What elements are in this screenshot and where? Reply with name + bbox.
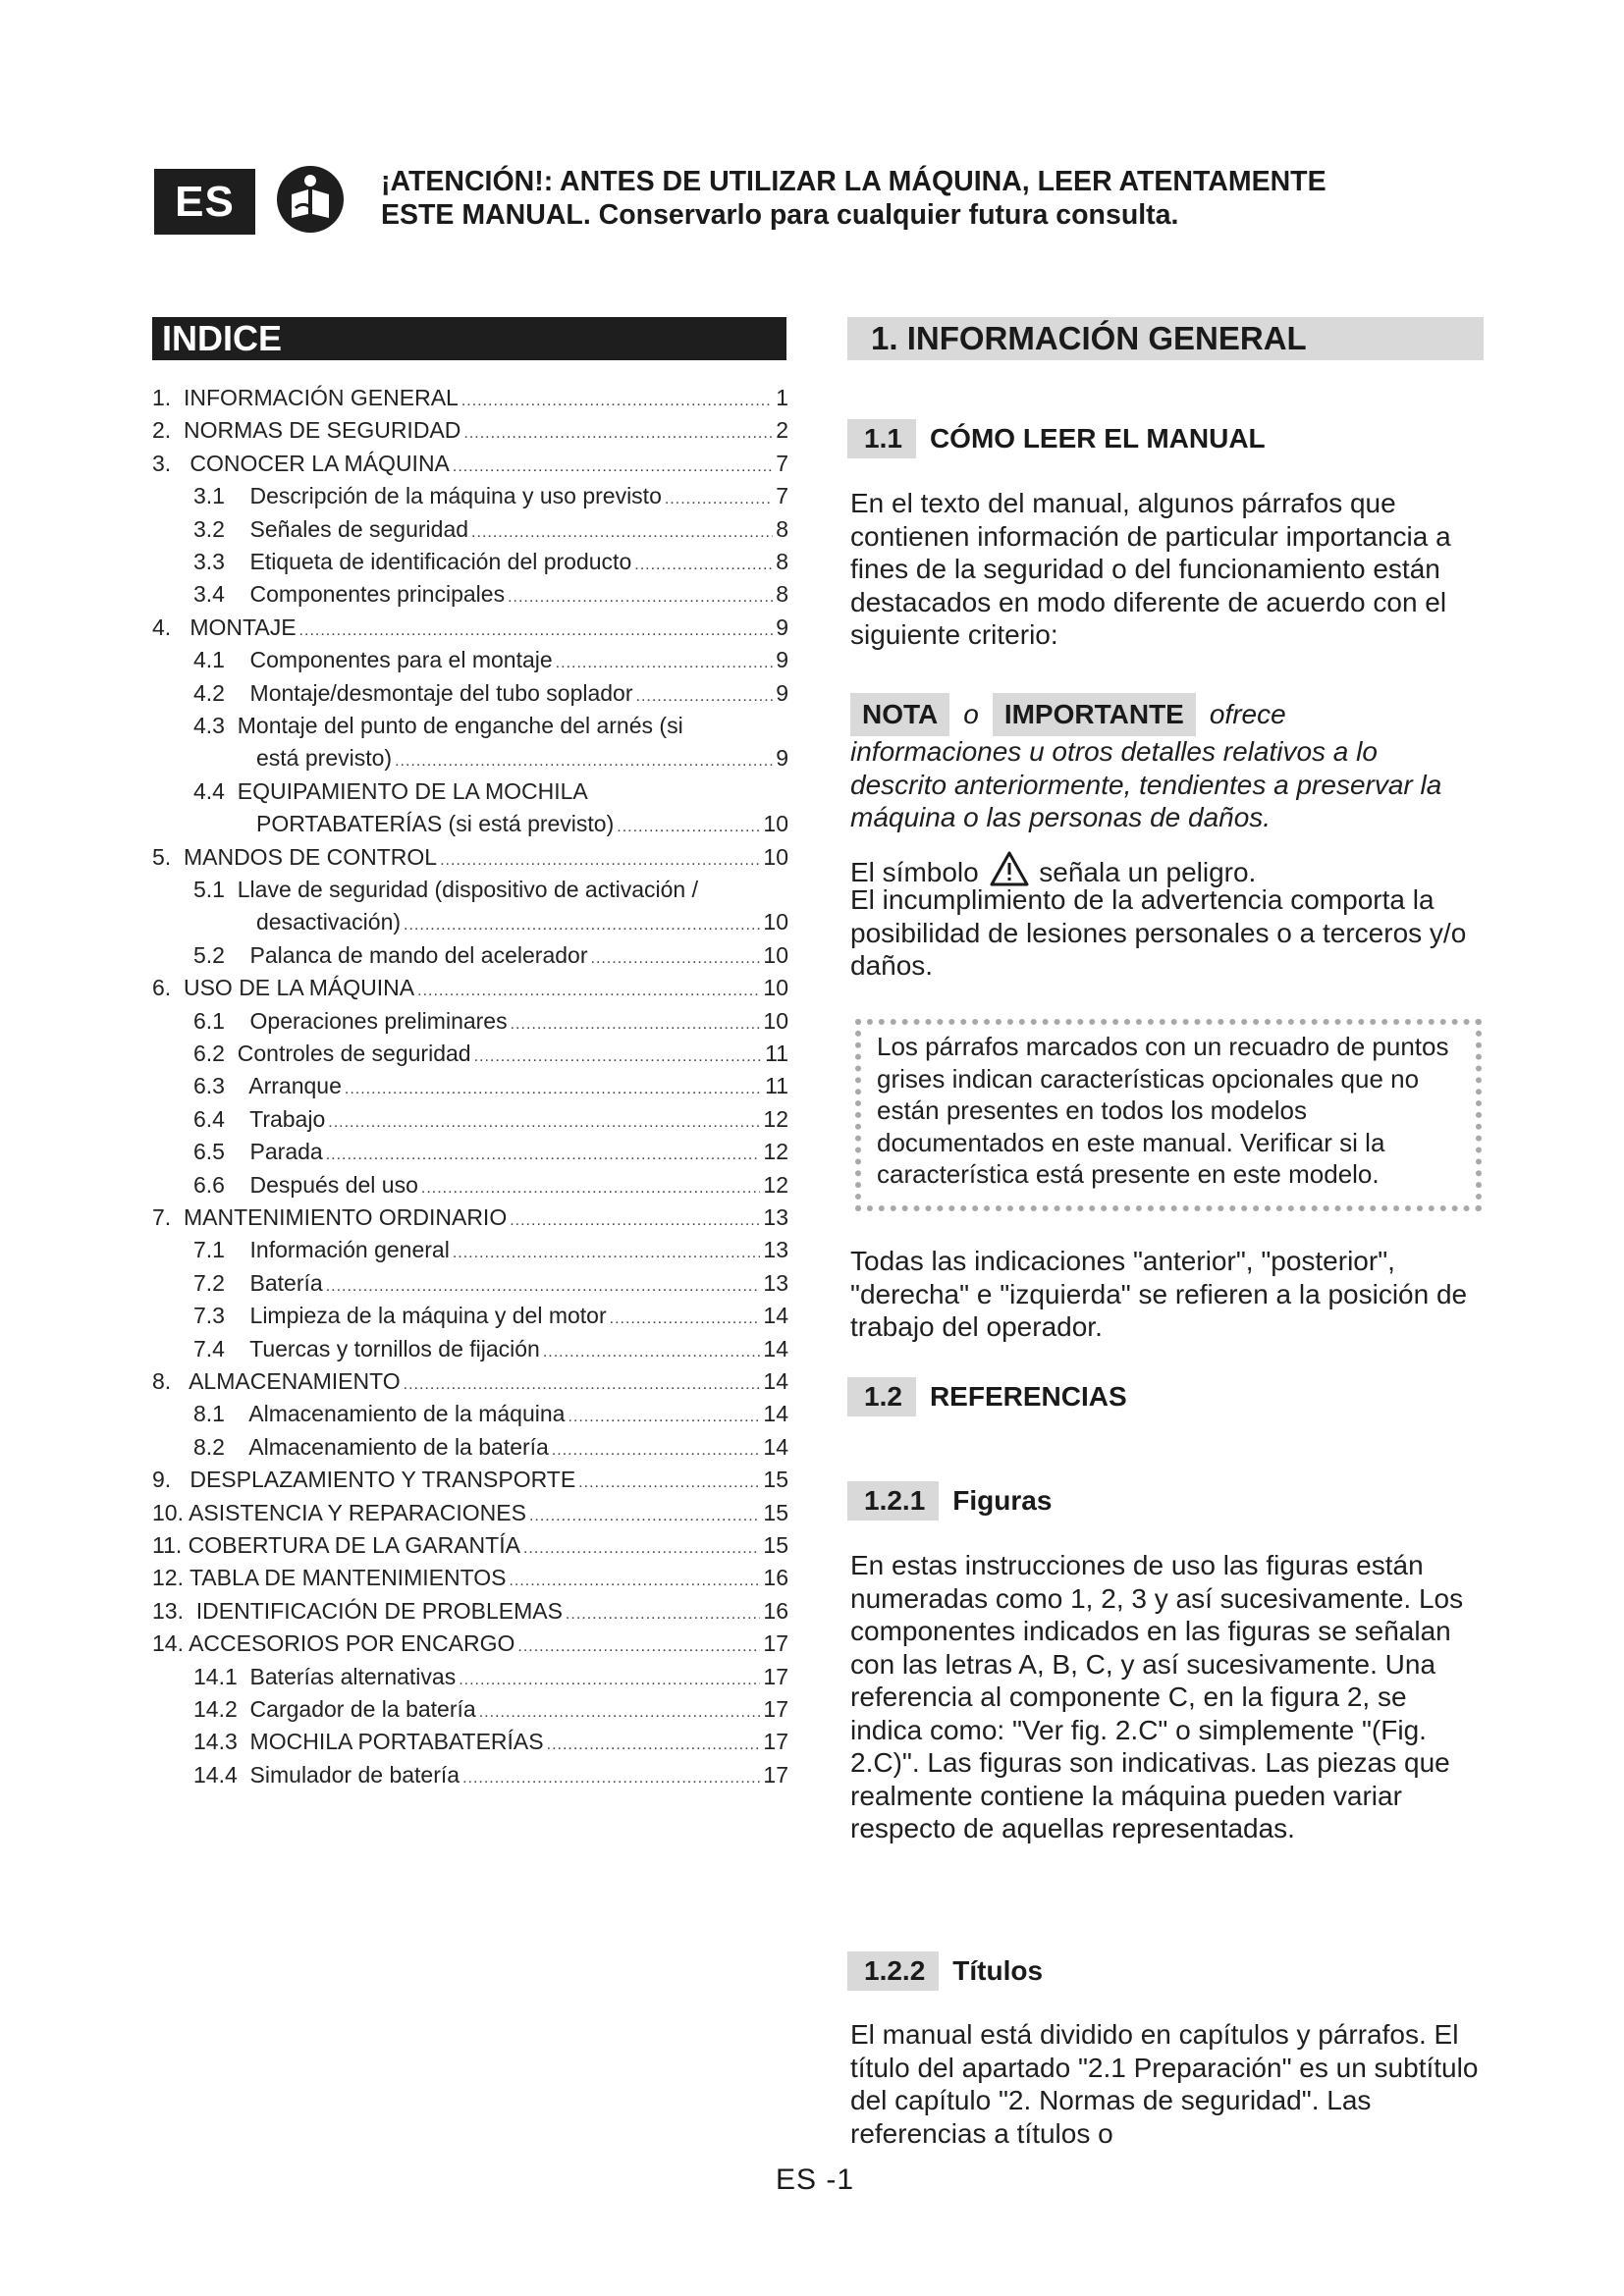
toc-page-number: 14 bbox=[763, 1401, 788, 1427]
toc-entry[interactable] bbox=[193, 1234, 788, 1265]
toc-entry[interactable] bbox=[193, 1169, 788, 1201]
toc-entry-title: 5.2 Palanca de mando del acelerador bbox=[193, 941, 588, 968]
warning-triangle-icon bbox=[989, 850, 1030, 887]
toc-leader-dots bbox=[474, 1041, 763, 1073]
toc-entry[interactable] bbox=[152, 1595, 788, 1627]
toc-entry[interactable] bbox=[193, 513, 788, 545]
toc-leader-dots bbox=[463, 418, 773, 450]
toc-page-number: 13 bbox=[763, 1204, 788, 1230]
attention-line-1: ¡ATENCIÓN!: ANTES DE UTILIZAR LA MÁQUINA, LEER ATENTAMENTE bbox=[381, 166, 1326, 197]
toc-entry[interactable] bbox=[152, 1365, 788, 1397]
toc-entry-title: 7. MANTENIMIENTO ORDINARIO bbox=[152, 1204, 508, 1230]
toc-entry[interactable] bbox=[193, 677, 788, 709]
toc-entry[interactable] bbox=[193, 1333, 788, 1364]
toc-entry[interactable] bbox=[152, 1201, 788, 1233]
directions-paragraph: Todas las indicaciones "anterior", "posterior", "derecha" e "izquierda" se refieren a la posición de trabajo del operador. bbox=[850, 1246, 1468, 1342]
toc-entry-title: 3.1 Descripción de la máquina y uso previsto bbox=[193, 483, 662, 509]
toc-leader-dots bbox=[479, 1697, 761, 1729]
toc-entry-title: PORTABATERÍAS (si está previsto) bbox=[256, 811, 615, 837]
heading-1-2-1 bbox=[847, 1481, 1052, 1521]
toc-leader-dots bbox=[453, 452, 773, 483]
note-important-line bbox=[850, 693, 1300, 736]
read-manual-icon bbox=[276, 165, 345, 234]
toc-leader-dots bbox=[511, 1009, 761, 1041]
toc-entry-title: 9. DESPLAZAMIENTO Y TRANSPORTE bbox=[152, 1467, 576, 1493]
toc-page-number: 12 bbox=[763, 1139, 788, 1165]
toc-entry-title: desactivación) bbox=[256, 909, 402, 935]
toc-entry[interactable] bbox=[256, 906, 788, 937]
toc-page-number: 17 bbox=[763, 1729, 788, 1755]
heading-1-1 bbox=[847, 419, 1266, 458]
toc-entry-title: 3.4 Componentes principales bbox=[193, 581, 506, 608]
toc-page-number: 10 bbox=[763, 909, 788, 935]
toc-entry[interactable] bbox=[152, 1464, 788, 1495]
toc-entry[interactable] bbox=[256, 742, 788, 774]
toc-entry-title: 10. ASISTENCIA Y REPARACIONES bbox=[152, 1499, 526, 1525]
toc-page-number: 1 bbox=[776, 385, 788, 410]
toc-leader-dots bbox=[517, 1631, 760, 1663]
nota-label: NOTA bbox=[850, 693, 949, 736]
heading-1-2-2 bbox=[847, 1951, 1043, 1991]
toc-page-number: 7 bbox=[776, 450, 788, 476]
toc-entry[interactable] bbox=[193, 1070, 788, 1101]
toc-entry-title: 6.4 Trabajo bbox=[193, 1105, 326, 1132]
toc-leader-dots bbox=[578, 1468, 760, 1499]
toc-entry-title: 8.1 Almacenamiento de la máquina bbox=[193, 1401, 566, 1427]
toc-entry[interactable] bbox=[193, 644, 788, 675]
heading-title: CÓMO LEER EL MANUAL bbox=[929, 423, 1266, 454]
toc-entry-title: 7.3 Limpieza de la máquina y del motor bbox=[193, 1303, 607, 1329]
toc-page-number: 9 bbox=[776, 679, 788, 706]
toc-page-number: 11 bbox=[765, 1041, 788, 1066]
toc-entry[interactable] bbox=[193, 480, 788, 511]
toc-leader-dots bbox=[617, 812, 760, 843]
toc-leader-dots bbox=[462, 1763, 760, 1794]
toc-page-number: 14 bbox=[763, 1368, 788, 1394]
toc-leader-dots bbox=[510, 1205, 760, 1237]
heading-1-2 bbox=[847, 1377, 1127, 1416]
toc-page-number: 12 bbox=[763, 1171, 788, 1198]
toc-leader-dots bbox=[440, 845, 760, 877]
toc-leader-dots bbox=[665, 484, 773, 515]
toc-entry[interactable] bbox=[193, 1103, 788, 1135]
toc-entry-title: 14. ACCESORIOS POR ENCARGO bbox=[152, 1630, 515, 1657]
heading-title: Títulos bbox=[952, 1955, 1044, 1986]
toc-entry[interactable] bbox=[193, 1431, 788, 1463]
toc-page-number: 2 bbox=[776, 417, 788, 444]
toc-entry-title: 6.6 Después del uso bbox=[193, 1171, 418, 1198]
toc-page-number: 14 bbox=[763, 1433, 788, 1460]
heading-title: Figuras bbox=[952, 1485, 1053, 1516]
offers-word: ofrece bbox=[1209, 699, 1286, 729]
toc-entry[interactable] bbox=[193, 1005, 788, 1037]
symbol-after: señala un peligro. bbox=[1039, 857, 1257, 887]
toc-entry-title: 2. NORMAS DE SEGURIDAD bbox=[152, 417, 461, 444]
toc-page-number: 10 bbox=[763, 975, 788, 1001]
heading-number: 1.2.1 bbox=[847, 1481, 939, 1521]
toc-entry[interactable] bbox=[193, 710, 788, 741]
toc-leader-dots bbox=[421, 1173, 761, 1204]
toc-entry[interactable] bbox=[152, 972, 788, 1003]
toc-entry[interactable] bbox=[152, 1628, 788, 1659]
toc-entry-title: 4.2 Montaje/desmontaje del tubo soplador bbox=[193, 679, 633, 706]
toc-leader-dots bbox=[326, 1140, 761, 1171]
toc-page-number: 11 bbox=[765, 1073, 788, 1099]
symbol-before: El símbolo bbox=[850, 857, 979, 887]
toc-entry[interactable] bbox=[193, 1726, 788, 1757]
toc-page-number: 15 bbox=[763, 1467, 788, 1493]
toc-entry-title: 3.2 Señales de seguridad bbox=[193, 515, 469, 542]
toc-leader-dots bbox=[591, 943, 761, 975]
toc-leader-dots bbox=[453, 1238, 761, 1269]
toc-page-number: 9 bbox=[776, 647, 788, 673]
toc-leader-dots bbox=[345, 1074, 762, 1105]
toc-leader-dots bbox=[326, 1271, 761, 1303]
toc-leader-dots bbox=[459, 1665, 760, 1696]
toc-page-number: 7 bbox=[776, 483, 788, 509]
toc-entry[interactable] bbox=[193, 1300, 788, 1331]
toc-entry-title: 8. ALMACENAMIENTO bbox=[152, 1368, 401, 1394]
toc-page-number: 10 bbox=[763, 811, 788, 837]
toc-entry-title: 6. USO DE LA MÁQUINA bbox=[152, 975, 415, 1001]
toc-page-number: 13 bbox=[763, 1269, 788, 1296]
toc-entry[interactable] bbox=[193, 546, 788, 577]
toc-entry[interactable] bbox=[193, 1693, 788, 1725]
toc-entry-title: 7.2 Batería bbox=[193, 1269, 323, 1296]
toc-page-number: 8 bbox=[776, 515, 788, 542]
toc-entry-title: 11. COBERTURA DE LA GARANTÍA bbox=[152, 1532, 520, 1558]
toc-entry-title: 4.1 Componentes para el montaje bbox=[193, 647, 553, 673]
toc-page-number: 17 bbox=[763, 1630, 788, 1657]
toc-page-number: 17 bbox=[763, 1696, 788, 1722]
toc-entry[interactable] bbox=[193, 1038, 788, 1069]
page-number: ES -1 bbox=[776, 2163, 855, 2196]
toc-entry-title: 5.1 Llave de seguridad (dispositivo de activación / bbox=[193, 877, 698, 902]
toc-page-number: 8 bbox=[776, 581, 788, 608]
toc-page-number: 17 bbox=[763, 1761, 788, 1788]
toc-entry[interactable] bbox=[193, 1136, 788, 1167]
toc-entry[interactable] bbox=[193, 1267, 788, 1299]
warning-paragraph: El incumplimiento de la advertencia comporta la posibilidad de lesiones personales o a terceros y/o daños. bbox=[850, 884, 1467, 981]
toc-entry[interactable] bbox=[193, 775, 788, 807]
heading-number: 1.2 bbox=[847, 1377, 916, 1416]
toc-page-number: 14 bbox=[763, 1303, 788, 1329]
toc-leader-dots bbox=[395, 746, 773, 777]
toc-leader-dots bbox=[634, 550, 773, 581]
toc-entry-title: 14.1 Baterías alternativas bbox=[193, 1663, 457, 1689]
intro-paragraph: En el texto del manual, algunos párrafos que contienen información de particular importancia a fines de la seguridad o del funcionamiento están destacados en modo diferente de acuerdo con el siguiente criterio: bbox=[850, 488, 1451, 650]
toc-leader-dots bbox=[552, 1435, 761, 1467]
toc-entry-title: 4.4 EQUIPAMIENTO DE LA MOCHILA bbox=[193, 777, 588, 804]
toc-leader-dots bbox=[509, 1566, 760, 1597]
toc-entry-title: 3. CONOCER LA MÁQUINA bbox=[152, 450, 450, 476]
toc-entry[interactable] bbox=[152, 448, 788, 479]
language-badge: ES bbox=[154, 169, 255, 235]
toc-entry-title: 5. MANDOS DE CONTROL bbox=[152, 843, 438, 870]
titles-paragraph: El manual está dividido en capítulos y párrafos. El título del apartado "2.1 Preparación" es un subtítulo del capítulo "2. Normas de seguridad". Las referencias a títulos o bbox=[850, 2019, 1479, 2149]
toc-leader-dots bbox=[568, 1402, 760, 1433]
toc-leader-dots bbox=[417, 976, 760, 1007]
toc-entry-title: 8.2 Almacenamiento de la batería bbox=[193, 1433, 549, 1460]
toc-entry-title: 4. MONTAJE bbox=[152, 614, 297, 640]
toc-entry[interactable] bbox=[152, 382, 788, 413]
toc-page-number: 15 bbox=[763, 1532, 788, 1558]
toc-entry[interactable] bbox=[193, 939, 788, 971]
toc-entry-title: 3.3 Etiqueta de identificación del producto bbox=[193, 549, 632, 574]
toc-entry-title: 14.2 Cargador de la batería bbox=[193, 1696, 476, 1722]
toc-entry-title: está previsto) bbox=[256, 745, 393, 772]
section-1-title: 1. INFORMACIÓN GENERAL bbox=[847, 317, 1484, 360]
toc-leader-dots bbox=[523, 1533, 760, 1565]
toc-leader-dots bbox=[529, 1501, 760, 1532]
toc-leader-dots bbox=[610, 1304, 761, 1335]
toc-entry[interactable] bbox=[152, 1562, 788, 1593]
toc-page-number: 9 bbox=[776, 745, 788, 772]
toc-page-number: 15 bbox=[763, 1499, 788, 1525]
toc-page-number: 10 bbox=[763, 1007, 788, 1034]
toc-leader-dots bbox=[404, 1369, 761, 1401]
toc-page-number: 14 bbox=[763, 1335, 788, 1362]
toc-leader-dots bbox=[471, 517, 773, 549]
toc-leader-dots bbox=[566, 1599, 760, 1630]
toc-entry[interactable] bbox=[193, 1759, 788, 1790]
index-title: INDICE bbox=[152, 317, 786, 360]
toc-entry[interactable] bbox=[193, 1661, 788, 1692]
toc-page-number: 17 bbox=[763, 1663, 788, 1689]
toc-entry-title: 1. INFORMACIÓN GENERAL bbox=[152, 385, 459, 410]
toc-page-number: 12 bbox=[763, 1105, 788, 1132]
toc-entry[interactable] bbox=[256, 808, 788, 839]
attention-line-2: ESTE MANUAL. Conservarlo para cualquier futura consulta. bbox=[381, 199, 1179, 231]
toc-leader-dots bbox=[636, 681, 774, 713]
toc-entry-title: 6.5 Parada bbox=[193, 1139, 323, 1165]
note-paragraph: informaciones u otros detalles relativos a lo descrito anteriormente, tendientes a preservar la máquina o las personas de daños. bbox=[850, 736, 1442, 832]
heading-number: 1.2.2 bbox=[847, 1951, 939, 1991]
toc-leader-dots bbox=[461, 386, 773, 417]
toc-entry-title: 13. IDENTIFICACIÓN DE PROBLEMAS bbox=[152, 1597, 563, 1624]
toc-page-number: 13 bbox=[763, 1237, 788, 1263]
toc-entry[interactable] bbox=[193, 578, 788, 610]
toc-entry-title: 14.4 Simulador de batería bbox=[193, 1761, 460, 1788]
importante-label: IMPORTANTE bbox=[993, 693, 1196, 736]
toc-entry-title: 7.1 Información general bbox=[193, 1237, 450, 1263]
toc-entry-title: 6.3 Arranque bbox=[193, 1073, 342, 1099]
toc-entry-title: 12. TABLA DE MANTENIMIENTOS bbox=[152, 1565, 507, 1591]
or-word: o bbox=[963, 699, 979, 729]
toc-leader-dots bbox=[543, 1337, 761, 1368]
optional-features-box: Los párrafos marcados con un recuadro de puntos grises indican características opcionales que no están presentes en todos los modelos documentados en este manual. Verificar si la característica está presente en este modelo. bbox=[855, 1019, 1482, 1211]
toc-entry[interactable] bbox=[193, 874, 788, 905]
toc-entry-title: 14.3 MOCHILA PORTABATERÍAS bbox=[193, 1729, 544, 1755]
toc-leader-dots bbox=[547, 1730, 761, 1761]
toc-page-number: 8 bbox=[776, 549, 788, 574]
toc-entry[interactable] bbox=[152, 1529, 788, 1561]
toc-page-number: 9 bbox=[776, 614, 788, 640]
toc-entry[interactable] bbox=[152, 612, 788, 643]
toc-leader-dots bbox=[299, 615, 774, 647]
figures-paragraph: En estas instrucciones de uso las figuras están numeradas como 1, 2, 3 y así sucesivamente. Los componentes indicados en las figuras se señalan con las letras A, B, C, y así sucesivamente. Una referencia al componente C, en la figura 2, se indica como: "Ver fig. 2.C" o simplemente "(Fig. 2.C)". Las figuras son indicativas. Las piezas que realmente contiene la máquina pueden variar respecto de aquellas representadas. bbox=[850, 1550, 1464, 1843]
toc-entry-title: 6.2 Controles de seguridad bbox=[193, 1041, 471, 1066]
toc-entry[interactable] bbox=[152, 414, 788, 446]
toc-entry-title: 7.4 Tuercas y tornillos de fijación bbox=[193, 1335, 540, 1362]
toc-page-number: 10 bbox=[763, 843, 788, 870]
toc-entry-title: 4.3 Montaje del punto de enganche del arnés (si bbox=[193, 713, 683, 738]
toc-leader-dots bbox=[328, 1107, 760, 1139]
toc-leader-dots bbox=[556, 648, 774, 679]
attention-warning bbox=[381, 165, 1441, 232]
toc-entry[interactable] bbox=[193, 1398, 788, 1429]
toc-page-number: 10 bbox=[763, 941, 788, 968]
toc-page-number: 16 bbox=[763, 1565, 788, 1591]
toc-leader-dots bbox=[404, 910, 760, 941]
toc-entry[interactable] bbox=[152, 841, 788, 873]
toc-entry-title: 6.1 Operaciones preliminares bbox=[193, 1007, 508, 1034]
toc-page-number: 16 bbox=[763, 1597, 788, 1624]
toc-entry[interactable] bbox=[152, 1497, 788, 1528]
heading-number: 1.1 bbox=[847, 419, 916, 458]
heading-title: REFERENCIAS bbox=[929, 1381, 1127, 1412]
toc-leader-dots bbox=[508, 582, 773, 614]
